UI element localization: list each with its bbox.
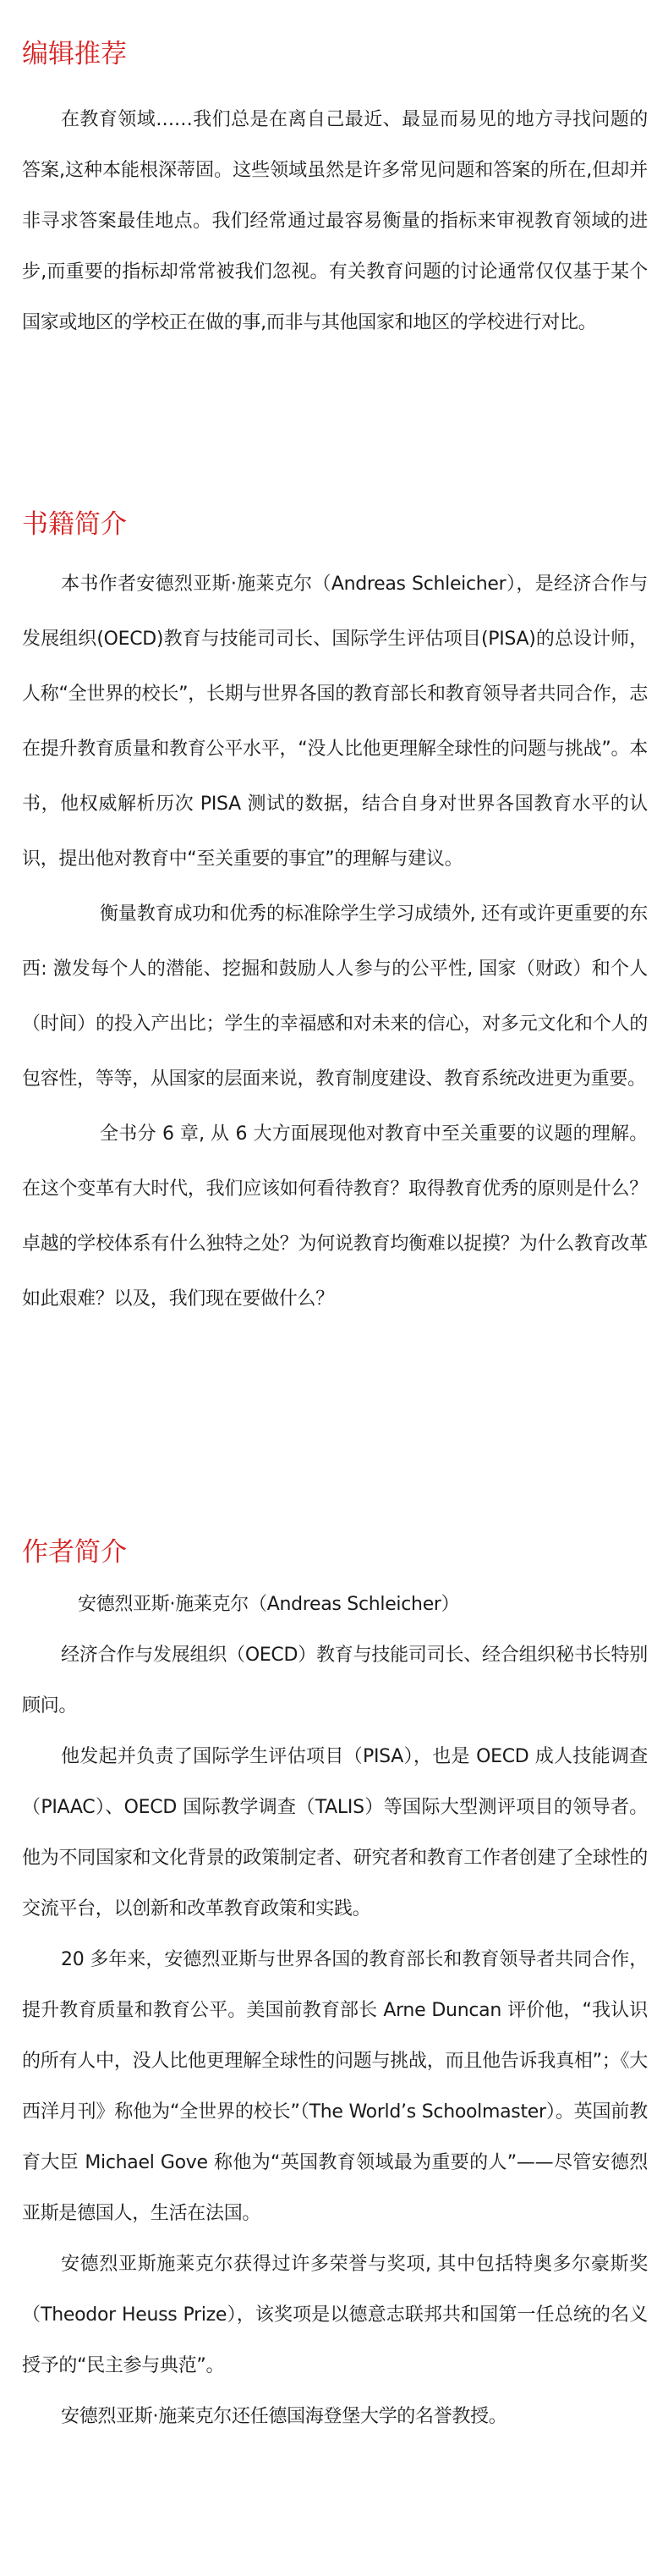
author-name-paragraph: 安德烈亚斯·施莱克尔（Andreas Schleicher）	[78, 1594, 460, 1615]
author-position-paragraph: 经济合作与发展组织（OECD）教育与技能司司长、经合组织秘书长特别顾问。	[22, 1645, 648, 1716]
editor-recommendation-heading: 编辑推荐	[22, 39, 127, 69]
book-introduction-paragraph-1: 本书作者安德烈亚斯·施莱克尔（Andreas Schleicher），是经济合作与发展组织(OECD)教育与技能司司长、国际学生评估项目(PISA)的总设计师，人称“全世界的校长”，长期与世界各国的教育部长和教育领导者共同合作，志在提升教育质量和教育公平水平，“没人比他更理解全球性的问题与挑战”。本书，他权威解析历次 PISA 测试的数据，结合自身对世界各国教育水平的认识，提出他对教育中“至关重要的事宜”的理解与建议。	[22, 574, 648, 870]
book-introduction-paragraph-2: 衡量教育成功和优秀的标准除学生学习成绩外, 还有或许更重要的东西: 激发每个人的潜能、挖掘和鼓励人人参与的公平性, 国家（财政）和个人（时间）的投入产出比；学生的幸福感和对未来的信心，对多元文化和个人的包容性，等等，从国家的层面来说，教育制度建设、教育系统改进更为重要。	[22, 904, 648, 1090]
author-pisa-paragraph: 他发起并负责了国际学生评估项目（PISA），也是 OECD 成人技能调查（PIAAC）、OECD 国际教学调查（TALIS）等国际大型测评项目的领导者。他为不同国家和文化背景的政策制定者、研究者和教育工作者创建了全球性的交流平台，以创新和改革教育政策和实践。	[22, 1746, 648, 1920]
editor-recommendation-section	[22, 37, 648, 349]
author-professorship-paragraph: 安德烈亚斯·施莱克尔还任德国海登堡大学的名誉教授。	[61, 2406, 507, 2427]
book-introduction-paragraph-3: 全书分 6 章, 从 6 大方面展现他对教育中至关重要的议题的理解。在这个变革有大时代，我们应该如何看待教育？取得教育优秀的原则是什么？卓越的学校体系有什么独特之处？为何说教育均衡难以捉摸？为什么教育改革如此艰难？以及，我们现在要做什么？	[22, 1123, 648, 1310]
author-introduction-heading: 作者简介	[22, 1537, 127, 1568]
book-introduction-heading: 书籍简介	[22, 509, 127, 540]
author-awards-paragraph: 安德烈亚斯施莱克尔获得过许多荣誉与奖项, 其中包括特奥多尔豪斯奖（Theodor Heuss Prize），该奖项是以德意志联邦共和国第一任总统的名义授予的“民主参与典范”。	[22, 2254, 648, 2376]
editor-recommendation-paragraph: 在教育领域……我们总是在离自己最近、最显而易见的地方寻找问题的答案,这种本能根深蒂固。这些领域虽然是许多常见问题和答案的所在,但却并非寻求答案最佳地点。我们经常通过最容易衡量的指标来审视教育领域的进步,而重要的指标却常常被我们忽视。有关教育问题的讨论通常仅仅基于某个国家或地区的学校正在做的事,而非与其他国家和地区的学校进行对比。	[22, 109, 648, 333]
book-introduction-section	[22, 508, 648, 1326]
author-introduction-section	[22, 1535, 648, 2442]
author-career-paragraph: 20 多年来，安德烈亚斯与世界各国的教育部长和教育领导者共同合作，提升教育质量和教育公平。美国前教育部长 Arne Duncan 评价他，“我认识的所有人中，没人比他更理解全球性的问题与挑战，而且他告诉我真相”；《大西洋月刊》称他为“全世界的校长”（The World’s Schoolmaster）。英国前教育大臣 Michael Gove 称他为“英国教育领域最为重要的人”——尽管安德烈亚斯是德国人，生活在法国。	[22, 1949, 648, 2224]
